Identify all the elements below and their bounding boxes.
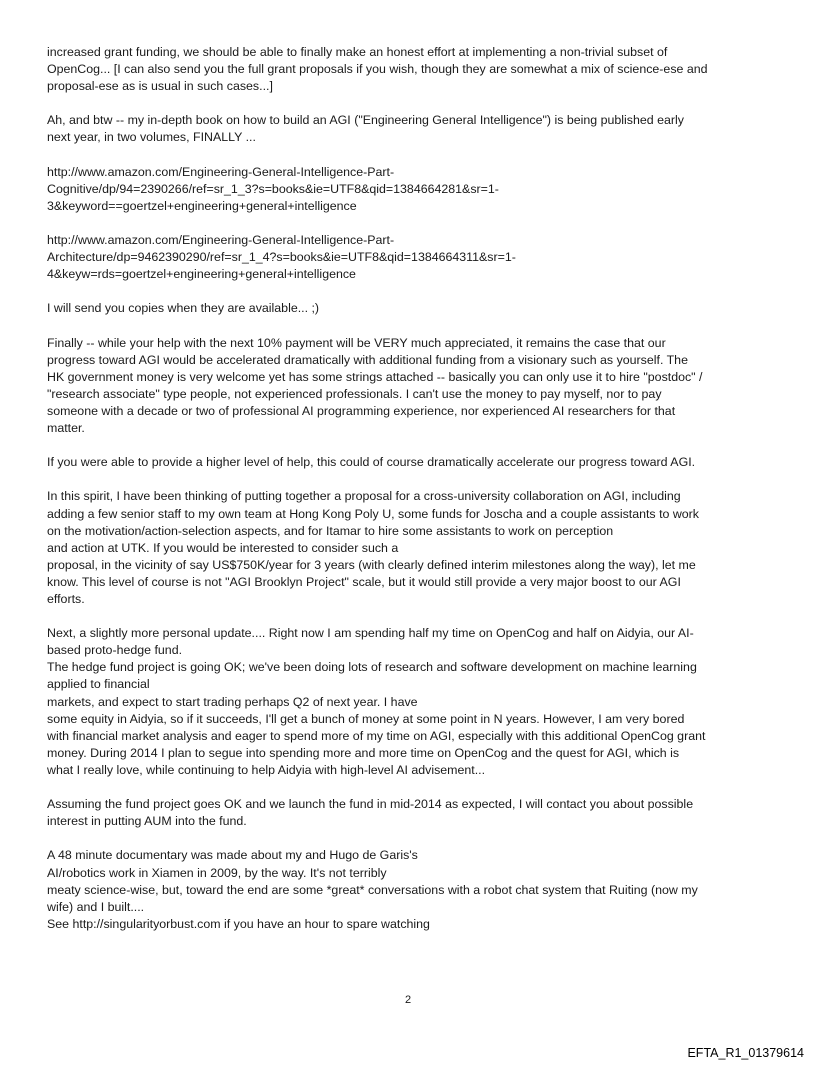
text-line: someone with a decade or two of professional AI programming experience, nor experienced AI researchers for that — [47, 403, 676, 418]
paragraph — [47, 164, 779, 215]
text-line: Cognitive/dp/94=2390266/ref=sr_1_3?s=books&ie=UTF8&qid=1384664281&sr=1- — [47, 181, 499, 196]
text-line: If you were able to provide a higher level of help, this could of course dramatically accelerate our progress toward AGI. — [47, 455, 696, 470]
paragraph — [47, 335, 779, 438]
text-line: interest in putting AUM into the fund. — [47, 814, 247, 829]
paragraph — [47, 232, 779, 283]
text-line: based proto-hedge fund. — [47, 643, 183, 658]
text-line: meaty science-wise, but, toward the end are some *great* conversations with a robot chat system that Ruiting (now my — [47, 882, 698, 897]
text-line: OpenCog... [I can also send you the full grant proposals if you wish, though they are somewhat a mix of science-ese and — [47, 62, 708, 77]
text-line: "research associate" type people, not experienced professionals. I can't use the money to pay myself, nor to pay — [47, 386, 662, 401]
text-line: 3&keyword==goertzel+engineering+general+intelligence — [47, 198, 357, 213]
text-line: know. This level of course is not "AGI Brooklyn Project" scale, but it would still provide a very major boost to our AGI — [47, 574, 681, 589]
paragraph — [47, 488, 779, 608]
page-number: 2 — [404, 994, 412, 1006]
paragraph — [47, 625, 779, 779]
paragraph — [47, 44, 779, 95]
text-line: Finally -- while your help with the next 10% payment will be VERY much appreciated, it remains the case that our — [47, 335, 666, 350]
text-line: Next, a slightly more personal update.... Right now I am spending half my time on OpenCog and half on Aidyia, our AI- — [47, 626, 694, 641]
text-line: with financial market analysis and eager to spend more of my time on AGI, especially with this additional OpenCog grant — [47, 728, 706, 743]
text-line: Ah, and btw -- my in-depth book on how to build an AGI ("Engineering General Intelligence") is being published early — [47, 113, 684, 128]
text-line: adding a few senior staff to my own team at Hong Kong Poly U, some funds for Joscha and a couple assistants to work — [47, 506, 700, 521]
text-line: increased grant funding, we should be able to finally make an honest effort at implementing a non-trivial subset of — [47, 45, 668, 59]
text-line: I will send you copies when they are available... ;) — [47, 301, 320, 316]
text-line: 4&keyw=rds=goertzel+engineering+general+intelligence — [47, 267, 356, 282]
text-line: next year, in two volumes, FINALLY ... — [47, 130, 256, 145]
text-line: efforts. — [47, 592, 85, 606]
text-line: The hedge fund project is going OK; we've been doing lots of research and software development on machine learning — [47, 660, 697, 675]
text-line: and action at UTK. If you would be interested to consider such a — [47, 540, 399, 555]
text-line: http://www.amazon.com/Engineering-General-Intelligence-Part- — [47, 164, 395, 179]
text-line: progress toward AGI would be accelerated dramatically with additional funding from a visionary such as yourself. The — [47, 352, 688, 367]
text-line: In this spirit, I have been thinking of putting together a proposal for a cross-university collaboration on AGI, including — [47, 489, 681, 504]
text-line: matter. — [47, 421, 85, 436]
paragraph — [47, 112, 779, 146]
text-line: what I really love, while continuing to help Aidyia with high-level AI advisement... — [47, 762, 486, 777]
paragraph — [47, 796, 779, 830]
text-line: Architecture/dp=9462390290/ref=sr_1_4?s=books&ie=UTF8&qid=1384664311&sr=1- — [47, 250, 516, 265]
text-line: markets, and expect to start trading perhaps Q2 of next year. I have — [47, 694, 418, 709]
document-body — [47, 44, 779, 950]
text-line: http://www.amazon.com/Engineering-General-Intelligence-Part- — [47, 233, 395, 248]
text-line: applied to financial — [47, 677, 150, 692]
paragraph — [47, 454, 779, 471]
text-line: A 48 minute documentary was made about my and Hugo de Garis's — [47, 848, 418, 863]
text-line: proposal-ese as is usual in such cases...] — [47, 79, 273, 94]
paragraph — [47, 847, 779, 932]
text-line: proposal, in the vicinity of say US$750K/year for 3 years (with clearly defined interim milestones along the way), let me — [47, 557, 696, 572]
text-line: money. During 2014 I plan to segue into spending more and more time on OpenCog and the quest for AGI, which is — [47, 745, 680, 760]
text-line: wife) and I built.... — [47, 899, 145, 914]
text-line: some equity in Aidyia, so if it succeeds, I'll get a bunch of money at some point in N years. However, I am very bored — [47, 711, 685, 726]
text-line: Assuming the fund project goes OK and we launch the fund in mid-2014 as expected, I will contact you about possible — [47, 797, 694, 812]
paragraph — [47, 300, 779, 317]
bates-number: EFTA_R1_01379614 — [687, 1046, 804, 1060]
text-line: HK government money is very welcome yet has some strings attached -- basically you can only use it to hire "postdoc" / — [47, 369, 703, 384]
text-line: AI/robotics work in Xiamen in 2009, by the way. It's not terribly — [47, 865, 387, 880]
text-line: on the motivation/action-selection aspects, and for Itamar to hire some assistants to work on perception — [47, 523, 614, 538]
text-line: See http://singularityorbust.com if you have an hour to spare watching — [47, 916, 430, 931]
